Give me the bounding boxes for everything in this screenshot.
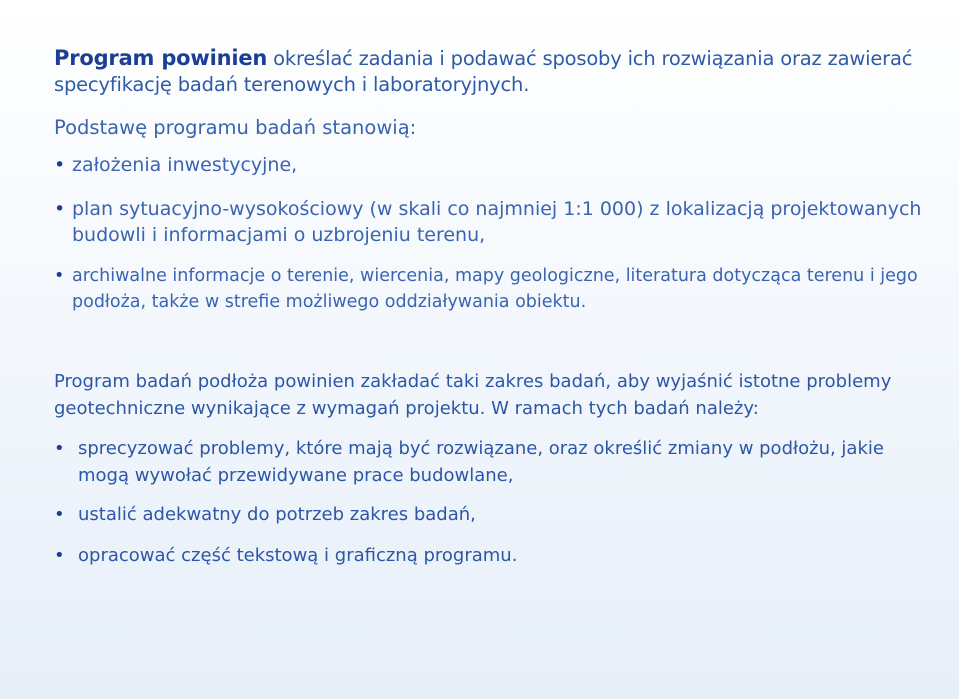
bullet-icon: • bbox=[54, 504, 65, 525]
list-item bbox=[54, 196, 934, 248]
list-item-text: sprecyzować problemy, które mają być rozwiązane, oraz określić zmiany w podłożu, jakie mogą wywołać przewidywane prace budowlane, bbox=[78, 438, 884, 486]
bullet-icon: • bbox=[54, 545, 65, 566]
program-paragraph: Program badań podłoża powinien zakładać taki zakres badań, aby wyjaśnić istotne problemy geotechniczne wynikające z wymagań projektu. W ramach tych badań należy: bbox=[54, 371, 892, 419]
basis-heading: Podstawę programu badań stanowią: bbox=[54, 116, 417, 139]
bullet-icon: • bbox=[54, 154, 66, 176]
bullet-icon: • bbox=[54, 438, 65, 459]
intro-paragraph bbox=[54, 45, 934, 98]
list-item bbox=[54, 542, 934, 569]
intro-lead: Program powinien bbox=[54, 46, 268, 70]
list-item-text: ustalić adekwatny do potrzeb zakres badań, bbox=[78, 504, 476, 525]
list-item-text: opracować część tekstową i graficzną programu. bbox=[78, 545, 518, 566]
list-item-text: założenia inwestycyjne, bbox=[72, 154, 298, 176]
list-item-text: archiwalne informacje o terenie, wiercenia, mapy geologiczne, literatura dotycząca terenu i jego podłoża, także w strefie możliwego oddziaływania obiektu. bbox=[72, 266, 918, 312]
list-item bbox=[54, 501, 934, 528]
intro-text: określać zadania i podawać sposoby ich rozwiązania oraz zawierać specyfikację badań terenowych i laboratoryjnych. bbox=[54, 47, 913, 96]
bullet-icon: • bbox=[54, 266, 65, 286]
list-item bbox=[54, 152, 934, 178]
list-item bbox=[54, 435, 934, 489]
bullet-icon: • bbox=[54, 198, 66, 220]
list-item bbox=[54, 263, 934, 315]
list-item-text: plan sytuacyjno-wysokościowy (w skali co najmniej 1:1 000) z lokalizacją projektowanych budowli i informacjami o uzbrojeniu terenu, bbox=[72, 198, 922, 246]
